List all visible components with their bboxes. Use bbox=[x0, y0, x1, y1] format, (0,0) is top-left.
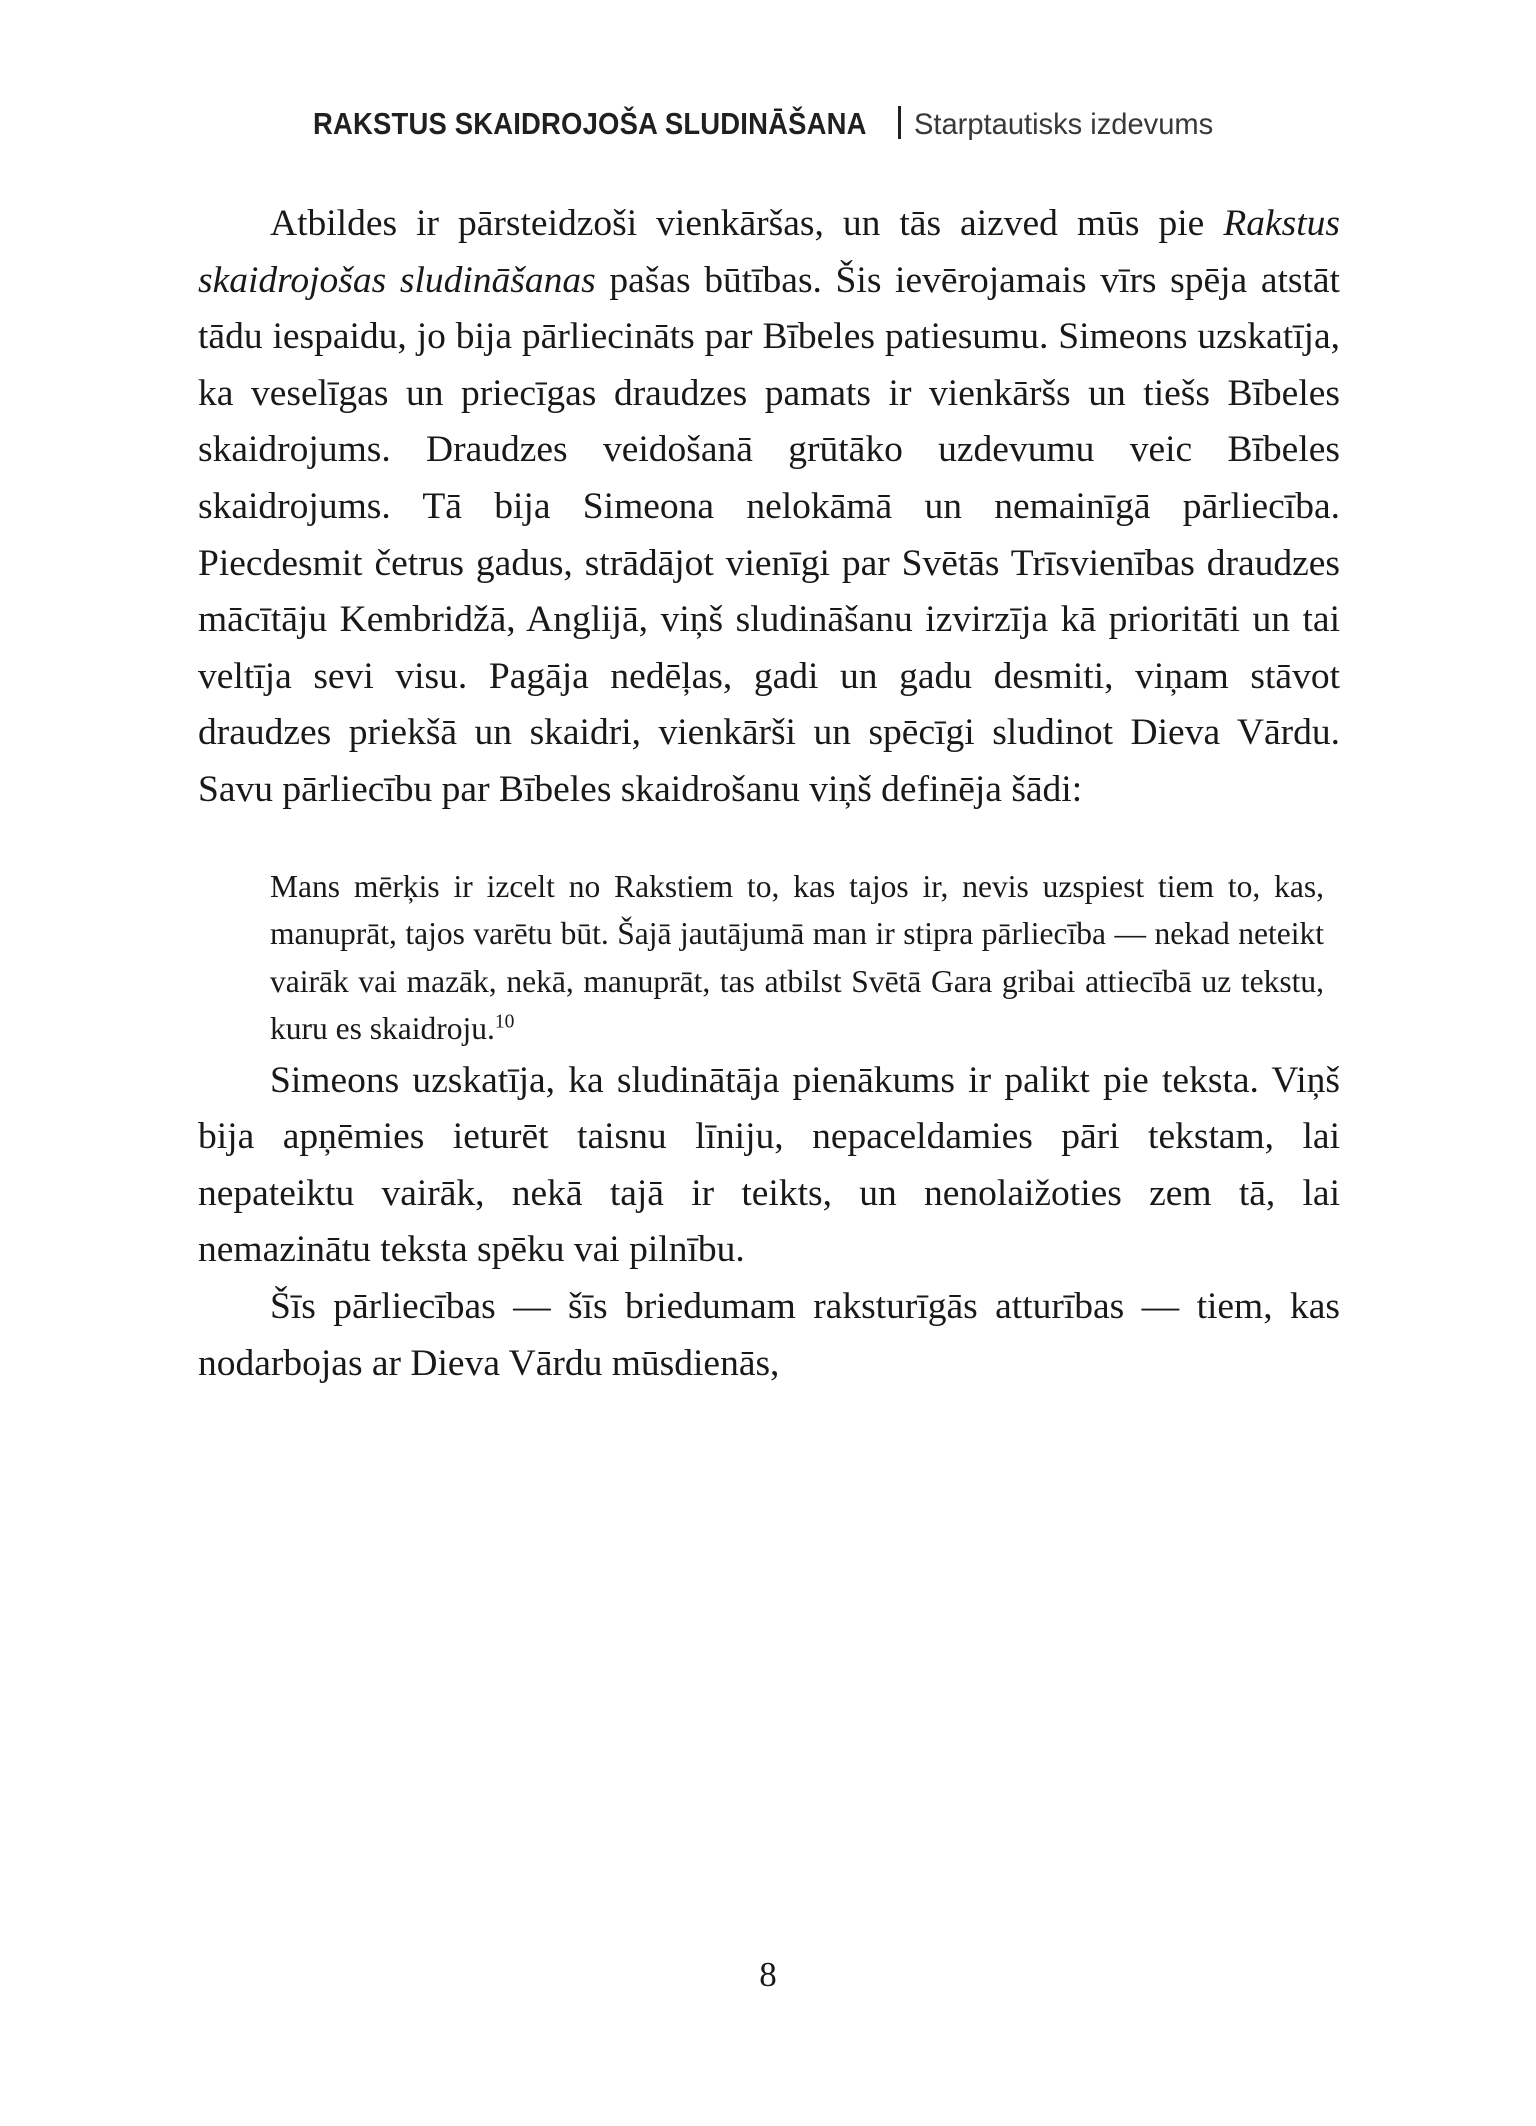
paragraph-3: Šīs pārliecības — šīs briedumam raksturīgās atturības — tiem, kas nodarbojas ar Dieva Vārdu mūsdienās, bbox=[198, 1285, 1340, 1384]
page-number: 8 bbox=[759, 1955, 777, 1994]
paragraph-1 bbox=[198, 196, 1340, 819]
running-header bbox=[0, 108, 1536, 141]
paragraph-2: Simeons uzskatīja, ka sludinātāja pienākums ir palikt pie teksta. Viņš bija apņēmies ieturēt taisnu līniju, nepaceldamies pāri tekstam, lai nepateiktu vairāk, nekā tajā ir teikts, un nenolaižoties zem tā, lai nemazinātu teksta spēku vai pilnību. bbox=[198, 1059, 1340, 1271]
running-header-subtitle: Starptautisks izdevums bbox=[914, 107, 1214, 141]
blockquote-body: Mans mērķis ir izcelt no Rakstiem to, kas tajos ir, nevis uzspiest tiem to, kas, manuprāt, tajos varētu būt. Šajā jautājumā man ir stipra pārliecība — nekad neteikt vairāk vai mazāk, nekā, manuprāt, tas atbilst Svētā Gara gribai attiecībā uz tekstu, kuru es skaidroju. bbox=[270, 868, 1324, 1047]
running-header-divider bbox=[898, 106, 901, 139]
blockquote-text bbox=[270, 863, 1340, 1053]
text-column bbox=[198, 196, 1340, 1392]
paragraph-1-italic-title: Rakstus skaidrojošas sludināšanas bbox=[198, 203, 1340, 301]
footnote-reference: 10 bbox=[494, 1011, 515, 1033]
paragraph-1-segment-b: pašas būtības. Šis ievērojamais vīrs spēja atstāt tādu iespaidu, jo bija pārliecināts par Bībeles patiesumu. Simeons uzskatīja, ka veselīgas un priecīgas draudzes pamats ir vienkāršs un tiešs Bībeles skaidrojums. Draudzes veidošanā grūtāko uzdevumu veic Bībeles skaidrojums. Tā bija Simeona nelokāmā un nemainīgā pārliecība. Piecdesmit četrus gadus, strādājot vienīgi par Svētās Trīsvienības draudzes mācītāju Kembridžā, Anglijā, viņš sludināšanu izvirzīja kā prioritāti un tai veltīja sevi visu. Pagāja nedēļas, gadi un gadu desmiti, viņam stāvot draudzes priekšā un skaidri, vienkārši un spēcīgi sludinot Dieva Vārdu. Savu pārliecību par Bībeles skaidrošanu viņš definēja šādi: bbox=[198, 259, 1340, 810]
blockquote bbox=[198, 863, 1340, 1053]
running-header-title: RAKSTUS SKAIDROJOŠA SLUDINĀŠANA bbox=[313, 107, 867, 142]
paragraph-1-segment-a: Atbildes ir pārsteidzoši vienkāršas, un tās aizved mūs pie bbox=[270, 203, 1224, 244]
running-header-inner bbox=[313, 108, 1223, 141]
